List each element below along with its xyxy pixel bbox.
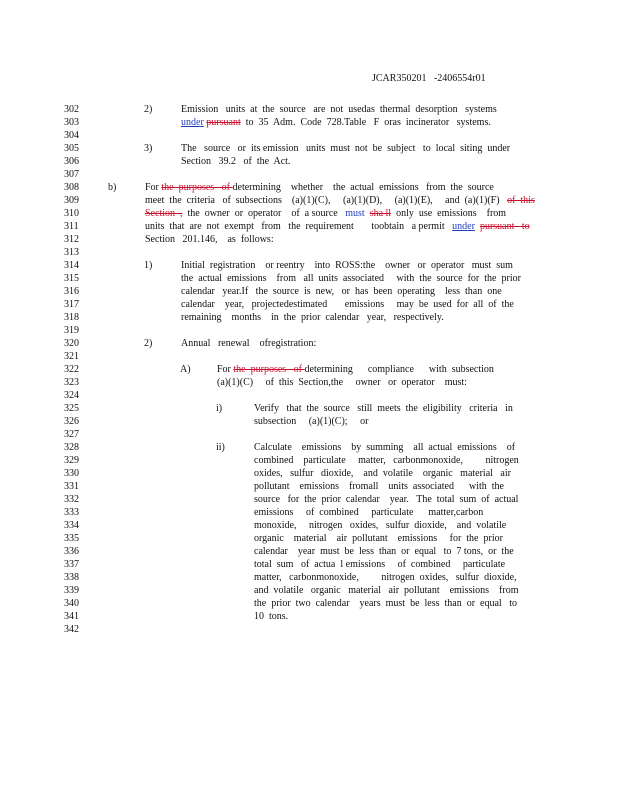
para-b-for: For xyxy=(145,182,162,193)
item-i-marker: i) xyxy=(216,403,223,414)
item-ii-line: oxides, sulfur dioxide, and volatile organic material air xyxy=(254,468,511,479)
line-number: 322 xyxy=(64,364,79,375)
line-number: 310 xyxy=(64,208,79,219)
item-ii-marker: ii) xyxy=(216,442,225,453)
item-ii-line: monoxide, nitrogen oxides, sulfur dioxide, and volatile xyxy=(254,520,507,531)
line-number: 317 xyxy=(64,299,79,310)
line-number: 331 xyxy=(64,481,79,492)
line-number: 328 xyxy=(64,442,79,453)
line-number: 340 xyxy=(64,598,79,609)
para-b-inserted-must: must xyxy=(345,208,365,219)
line-number: 313 xyxy=(64,247,79,258)
page-header xyxy=(372,73,486,84)
para-2-line-2-rest: to 35 Adm. Code 728.Table F oras incinerator systems. xyxy=(240,117,491,128)
line-number: 312 xyxy=(64,234,79,245)
item-i-line: subsection (a)(1)(C); or xyxy=(254,416,369,427)
item-1-marker: 1) xyxy=(144,260,153,271)
line-number: 303 xyxy=(64,117,79,128)
item-a-for: For xyxy=(217,364,234,375)
header-code: JCAR350201 xyxy=(372,73,427,84)
item-ii-line: organic material air pollutant emissions for the prior xyxy=(254,533,503,544)
para-3-line-2: Section 39.2 of the Act. xyxy=(181,156,291,167)
line-number: 321 xyxy=(64,351,79,362)
line-number: 329 xyxy=(64,455,79,466)
para-b-line-2 xyxy=(145,194,535,207)
para-b-line-2-main: meet the criteria of subsections (a)(1)(C), (a)(1)(D), (a)(1)(E), and (a)(1)(F) xyxy=(145,195,508,206)
line-number: 325 xyxy=(64,403,79,414)
item-1-line: the actual emissions from all units associated with the source for the prior xyxy=(181,273,521,284)
line-number: 335 xyxy=(64,533,79,544)
item-a-marker: A) xyxy=(180,364,191,375)
para-2-line-2 xyxy=(181,116,491,129)
item-ii-line: 10 tons. xyxy=(254,611,289,622)
item-ii-line: matter, carbonmonoxide, nitrogen oxides, sulfur dioxide, xyxy=(254,572,517,583)
para-b-line-5: Section 201.146, as follows: xyxy=(145,234,274,245)
item-2-line: Annual renewal ofregistration: xyxy=(181,338,317,349)
line-number: 304 xyxy=(64,130,79,141)
para-b-line-3-rest: only use emissions from xyxy=(391,208,507,219)
item-i-line: Verify that the source still meets the eligibility criteria in xyxy=(254,403,513,414)
item-ii-line: pollutant emissions fromall units associated with the xyxy=(254,481,504,492)
header-id: -2406554r01 xyxy=(433,73,486,84)
para-3-marker: 3) xyxy=(144,143,153,154)
para-b-line-3-mid: the owner or operator of a source xyxy=(182,208,346,219)
para-b-line-4-main: units that are not exempt from the requirement toobtain a permit xyxy=(145,221,453,232)
line-number: 305 xyxy=(64,143,79,154)
line-number: 308 xyxy=(64,182,79,193)
para-2-inserted-under: under xyxy=(181,117,204,128)
line-number: 307 xyxy=(64,169,79,180)
line-number: 316 xyxy=(64,286,79,297)
line-number: 324 xyxy=(64,390,79,401)
line-number: 332 xyxy=(64,494,79,505)
item-ii-line: source for the prior calendar year. The total sum of actual xyxy=(254,494,519,505)
item-1-line: calendar year, projectedestimated emissions may be used for all of the xyxy=(181,299,514,310)
line-number: 318 xyxy=(64,312,79,323)
item-ii-line: emissions of combined particulate matter,carbon xyxy=(254,507,484,518)
line-number: 330 xyxy=(64,468,79,479)
item-a-line-1-rest: determining compliance with subsection xyxy=(304,364,494,375)
line-number: 315 xyxy=(64,273,79,284)
item-ii-line: and volatile organic material air pollutant emissions from xyxy=(254,585,519,596)
para-b-line-1-rest: determining whether the actual emissions from the source xyxy=(232,182,494,193)
line-number: 333 xyxy=(64,507,79,518)
line-number: 336 xyxy=(64,546,79,557)
item-ii-line: the prior two calendar years must be less than or equal to xyxy=(254,598,517,609)
line-number: 337 xyxy=(64,559,79,570)
para-b-inserted-under: under xyxy=(452,221,475,232)
item-1-line: remaining months in the prior calendar year, respectively. xyxy=(181,312,444,323)
line-number: 326 xyxy=(64,416,79,427)
line-number: 306 xyxy=(64,156,79,167)
line-number: 339 xyxy=(64,585,79,596)
para-b-deleted-section: Section , xyxy=(145,208,183,219)
para-2-marker: 2) xyxy=(144,104,153,115)
line-number: 323 xyxy=(64,377,79,388)
line-number: 342 xyxy=(64,624,79,635)
item-ii-line: calendar year must be less than or equal to 7 tons, or the xyxy=(254,546,514,557)
para-b-line-3 xyxy=(145,207,506,220)
item-2-marker: 2) xyxy=(144,338,153,349)
item-a-line-1 xyxy=(217,363,494,376)
item-ii-line: total sum of actua l emissions of combined particulate xyxy=(254,559,506,570)
line-number: 309 xyxy=(64,195,79,206)
para-b-line-4 xyxy=(145,220,530,233)
line-number: 341 xyxy=(64,611,79,622)
item-a-deleted-purposes: the purposes of xyxy=(233,364,305,375)
para-3-line-1: The source or its emission units must not be subject to local siting under xyxy=(181,143,511,154)
line-number: 311 xyxy=(64,221,79,232)
para-2-deleted-pursuant: pursuant xyxy=(206,117,241,128)
line-number: 327 xyxy=(64,429,79,440)
para-2-line-1: Emission units at the source are not usedas thermal desorption systems xyxy=(181,104,497,115)
para-b-deleted-shall: sha ll xyxy=(369,208,392,219)
para-b-deleted-pursuant-to: pursuant to xyxy=(479,221,530,232)
line-number: 302 xyxy=(64,104,79,115)
item-1-line: calendar year.If the source is new, or has been operating less than one xyxy=(181,286,502,297)
line-number: 319 xyxy=(64,325,79,336)
para-b-marker: b) xyxy=(108,182,117,193)
para-b-deleted-purposes: the purposes of xyxy=(161,182,233,193)
line-number: 334 xyxy=(64,520,79,531)
item-1-line: Initial registration or reentry into ROSS:the owner or operator must sum xyxy=(181,260,513,271)
item-a-line-2: (a)(1)(C) of this Section,the owner or operator must: xyxy=(217,377,467,388)
item-ii-line: combined particulate matter, carbonmonoxide, nitrogen xyxy=(254,455,519,466)
item-ii-line: Calculate emissions by summing all actual emissions of xyxy=(254,442,516,453)
para-b-deleted-of-this: of this xyxy=(507,195,535,206)
line-number: 314 xyxy=(64,260,79,271)
line-number: 338 xyxy=(64,572,79,583)
line-number: 320 xyxy=(64,338,79,349)
para-b-line-1 xyxy=(145,181,494,194)
